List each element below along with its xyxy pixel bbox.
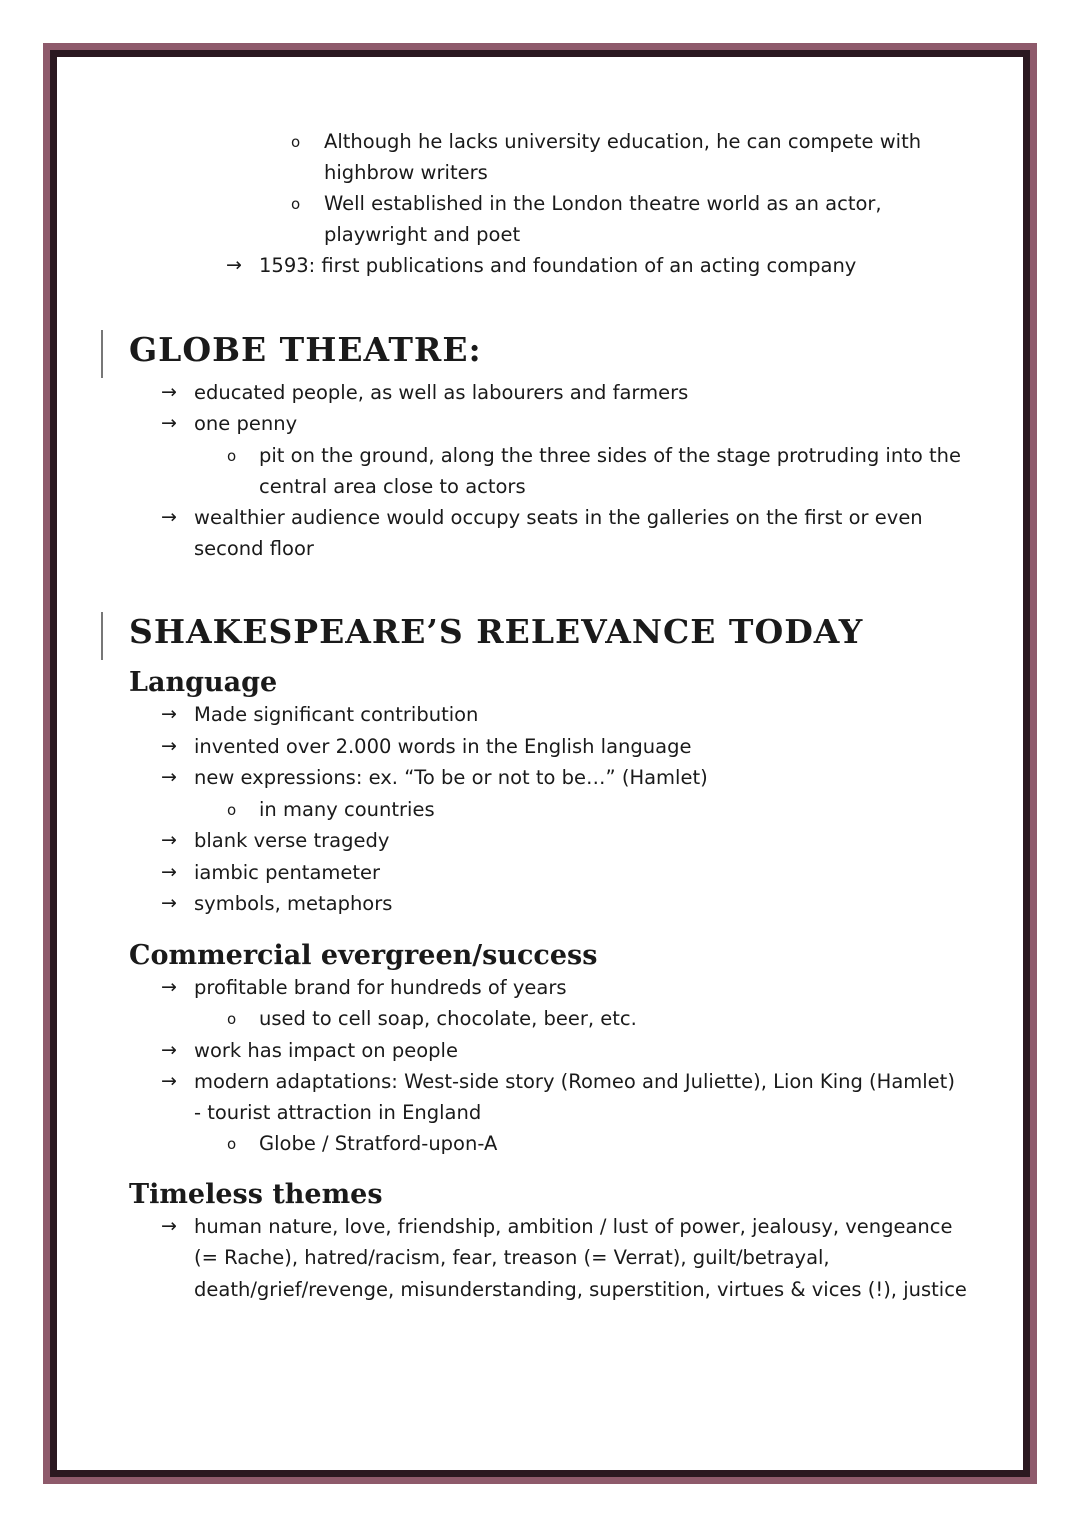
list-item: modern adaptations: West-side story (Romeo and Juliette), Lion King (Hamlet) (194, 1070, 955, 1093)
circle-bullet-icon: o (291, 195, 301, 213)
heading-margin-bar (101, 330, 103, 378)
list-item: wealthier audience would occupy seats in the galleries on the first or even (194, 506, 923, 529)
list-item: second floor (194, 537, 314, 560)
arrow-bullet-icon: → (161, 892, 177, 914)
arrow-bullet-icon: → (226, 254, 242, 276)
list-item: death/grief/revenge, misunderstanding, superstition, virtues & vices (!), justice (194, 1278, 967, 1301)
arrow-bullet-icon: → (161, 412, 177, 434)
sub-item-text: pit on the ground, along the three sides of the stage protruding into the (259, 444, 961, 467)
circle-bullet-icon: o (227, 1010, 237, 1028)
list-item: one penny (194, 412, 298, 435)
arrow-bullet-icon: → (161, 829, 177, 851)
list-item: (= Rache), hatred/racism, fear, treason (= Verrat), guilt/betrayal, (194, 1246, 830, 1269)
circle-bullet-icon: o (227, 447, 237, 465)
arrow-bullet-icon: → (161, 1215, 177, 1237)
arrow-bullet-icon: → (161, 506, 177, 528)
circle-bullet-icon: o (227, 801, 237, 819)
arrow-bullet-icon: → (161, 1039, 177, 1061)
sub-item-text: used to cell soap, chocolate, beer, etc. (259, 1007, 637, 1030)
relevance-heading: SHAKESPEARE’S RELEVANCE TODAY (129, 612, 864, 651)
sub-item-text: Although he lacks university education, he can compete with (324, 130, 922, 153)
circle-bullet-icon: o (227, 1135, 237, 1153)
arrow-bullet-icon: → (161, 766, 177, 788)
list-item: new expressions: ex. “To be or not to be…” (Hamlet) (194, 766, 708, 789)
sub-item-text: central area close to actors (259, 475, 526, 498)
arrow-bullet-icon: → (161, 703, 177, 725)
list-item: work has impact on people (194, 1039, 458, 1062)
list-item: symbols, metaphors (194, 892, 393, 915)
heading-margin-bar (101, 612, 103, 660)
arrow-bullet-icon: → (161, 976, 177, 998)
circle-bullet-icon: o (291, 133, 301, 151)
arrow-item-text: 1593: first publications and foundation of an acting company (259, 254, 857, 277)
arrow-bullet-icon: → (161, 1070, 177, 1092)
list-item: human nature, love, friendship, ambition / lust of power, jealousy, vengeance (194, 1215, 953, 1238)
language-heading: Language (129, 667, 278, 698)
list-item: - tourist attraction in England (194, 1101, 482, 1124)
list-item: invented over 2.000 words in the English language (194, 735, 692, 758)
timeless-heading: Timeless themes (129, 1179, 383, 1210)
commercial-heading: Commercial evergreen/success (129, 940, 598, 971)
list-item: Made significant contribution (194, 703, 479, 726)
arrow-bullet-icon: → (161, 381, 177, 403)
sub-item-text: Well established in the London theatre world as an actor, (324, 192, 882, 215)
list-item: iambic pentameter (194, 861, 381, 884)
sub-item-text: Globe / Stratford-upon-A (259, 1132, 498, 1155)
sub-item-text: playwright and poet (324, 223, 521, 246)
list-item: educated people, as well as labourers and farmers (194, 381, 689, 404)
sub-item-text: in many countries (259, 798, 435, 821)
arrow-bullet-icon: → (161, 735, 177, 757)
globe-theatre-heading: GLOBE THEATRE: (129, 330, 482, 369)
list-item: profitable brand for hundreds of years (194, 976, 567, 999)
arrow-bullet-icon: → (161, 861, 177, 883)
list-item: blank verse tragedy (194, 829, 390, 852)
sub-item-text: highbrow writers (324, 161, 488, 184)
